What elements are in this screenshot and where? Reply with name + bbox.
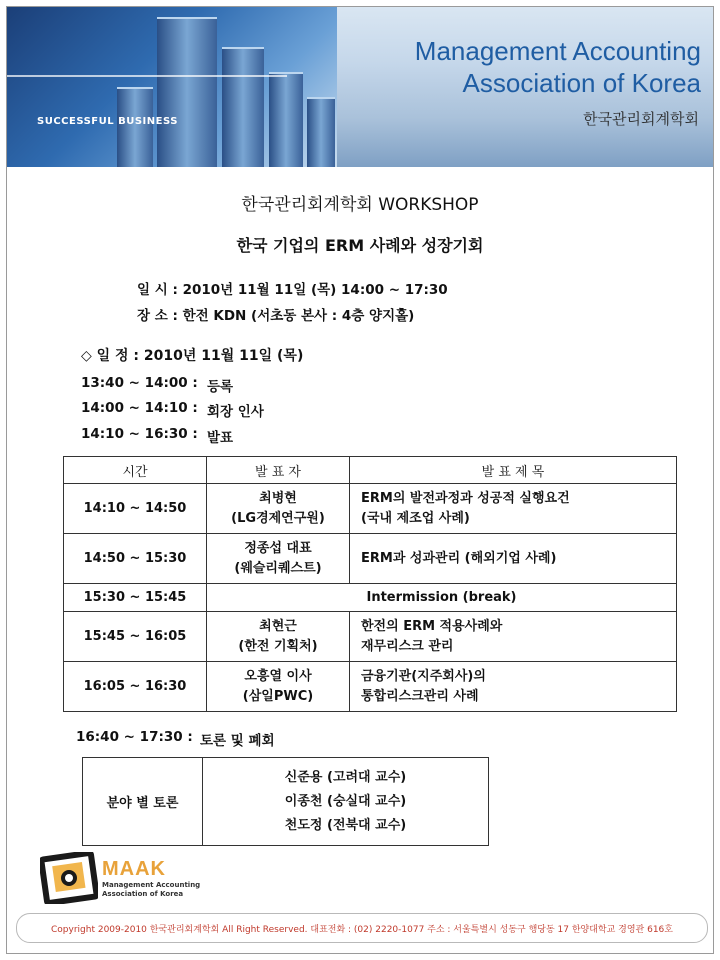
closing-time: 16:40 ~ 17:30 : [76, 729, 193, 745]
footer-text: Copyright 2009-2010 한국관리회계학회 All Right Reserved. 대표전화 : (02) 2220-1077 주소 : 서울특별시 성동구 행당동 17 한양대학교 경영관 616호 [51, 924, 673, 935]
speaker-name: 최병현 [259, 490, 297, 506]
event-venue: 장 소 : 한전 KDN (서초동 본사 : 4층 양지홀) [137, 308, 415, 324]
row-speaker [207, 612, 350, 662]
closing-item [76, 729, 275, 749]
speaker-name: 최현근 [259, 618, 297, 634]
row-topic [350, 662, 677, 712]
schedule-time: 14:00 ~ 14:10 : [81, 400, 198, 416]
topic-line: 재무리스크 관리 [361, 638, 454, 654]
topic-line: 금융기관(지주회사)의 [361, 668, 486, 684]
closing-label: 토론 및 폐회 [200, 733, 275, 749]
table-row [64, 662, 677, 712]
header-topic: 발 표 제 목 [350, 457, 677, 484]
panel-row [83, 758, 489, 846]
table-row [64, 534, 677, 584]
banner-label: SUCCESSFUL BUSINESS [37, 116, 178, 127]
row-topic [350, 612, 677, 662]
footer-bar [16, 913, 708, 943]
panel-member: 천도정 (전북대 교수) [284, 817, 407, 833]
schedule-label: 발표 [207, 430, 234, 446]
row-speaker [207, 662, 350, 712]
panel-table [82, 757, 489, 846]
schedule-item [81, 400, 264, 420]
logo-text-line2: Association of Korea [102, 890, 184, 898]
schedule-time: 14:10 ~ 16:30 : [81, 426, 198, 442]
table-row [64, 484, 677, 534]
row-speaker [207, 484, 350, 534]
logo-text [102, 881, 200, 899]
speaker-name: 오흥열 이사 [244, 668, 312, 684]
header-banner [7, 7, 713, 167]
presentation-table [63, 456, 677, 712]
speaker-affiliation: (한전 기획처) [238, 638, 318, 654]
logo-mark: MAAK [102, 858, 166, 880]
page-subtitle: 한국 기업의 ERM 사례와 성장기회 [236, 236, 484, 255]
speaker-affiliation: (삼일PWC) [242, 688, 314, 704]
panel-member: 이종천 (숭실대 교수) [284, 793, 407, 809]
speaker-affiliation: (웨슬리퀘스트) [234, 560, 322, 576]
schedule-item [81, 375, 233, 395]
header-speaker: 발 표 자 [207, 457, 350, 484]
table-header-row [64, 457, 677, 484]
speaker-affiliation: (LG경제연구원) [231, 510, 325, 526]
row-time: 14:50 ~ 15:30 [64, 534, 207, 584]
topic-line: (국내 제조업 사례) [361, 510, 470, 526]
banner-title-line2: Association of Korea [462, 68, 701, 98]
schedule-label: 등록 [207, 379, 234, 395]
maak-logo [40, 846, 220, 908]
banner-title-line1: Management Accounting [414, 36, 701, 66]
table-row [64, 584, 677, 612]
topic-line: ERM과 성과관리 (해외기업 사례) [361, 550, 557, 566]
page-title: 한국관리회계학회 WORKSHOP [241, 195, 479, 215]
panel-member: 신준용 (고려대 교수) [284, 769, 407, 785]
row-topic [350, 484, 677, 534]
banner-stripe [7, 75, 287, 77]
event-datetime: 일 시 : 2010년 11월 11일 (목) 14:00 ~ 17:30 [137, 282, 448, 298]
row-topic [350, 534, 677, 584]
banner-title [415, 35, 701, 99]
logo-emblem-icon [40, 852, 98, 904]
row-time: 14:10 ~ 14:50 [64, 484, 207, 534]
row-speaker [207, 534, 350, 584]
panel-label: 분야 별 토론 [83, 758, 203, 846]
row-time: 15:45 ~ 16:05 [64, 612, 207, 662]
row-time: 16:05 ~ 16:30 [64, 662, 207, 712]
topic-line: 한전의 ERM 적용사례와 [361, 618, 503, 634]
schedule-time: 13:40 ~ 14:00 : [81, 375, 198, 391]
row-intermission: Intermission (break) [207, 584, 677, 612]
panel-members [203, 758, 489, 846]
schedule-label: 회장 인사 [207, 404, 264, 420]
row-time: 15:30 ~ 15:45 [64, 584, 207, 612]
speaker-name: 정종섭 대표 [244, 540, 312, 556]
schedule-item [81, 426, 233, 446]
table-row [64, 612, 677, 662]
city-skyline-image [7, 7, 337, 167]
header-time: 시간 [64, 457, 207, 484]
topic-line: ERM의 발전과정과 성공적 실행요건 [361, 490, 570, 506]
banner-korean-name: 한국관리회계학회 [583, 110, 699, 128]
topic-line: 통합리스크관리 사례 [361, 688, 479, 704]
logo-text-line1: Management Accounting [102, 881, 201, 889]
schedule-heading: ◇ 일 정 : 2010년 11월 11일 (목) [81, 348, 304, 364]
